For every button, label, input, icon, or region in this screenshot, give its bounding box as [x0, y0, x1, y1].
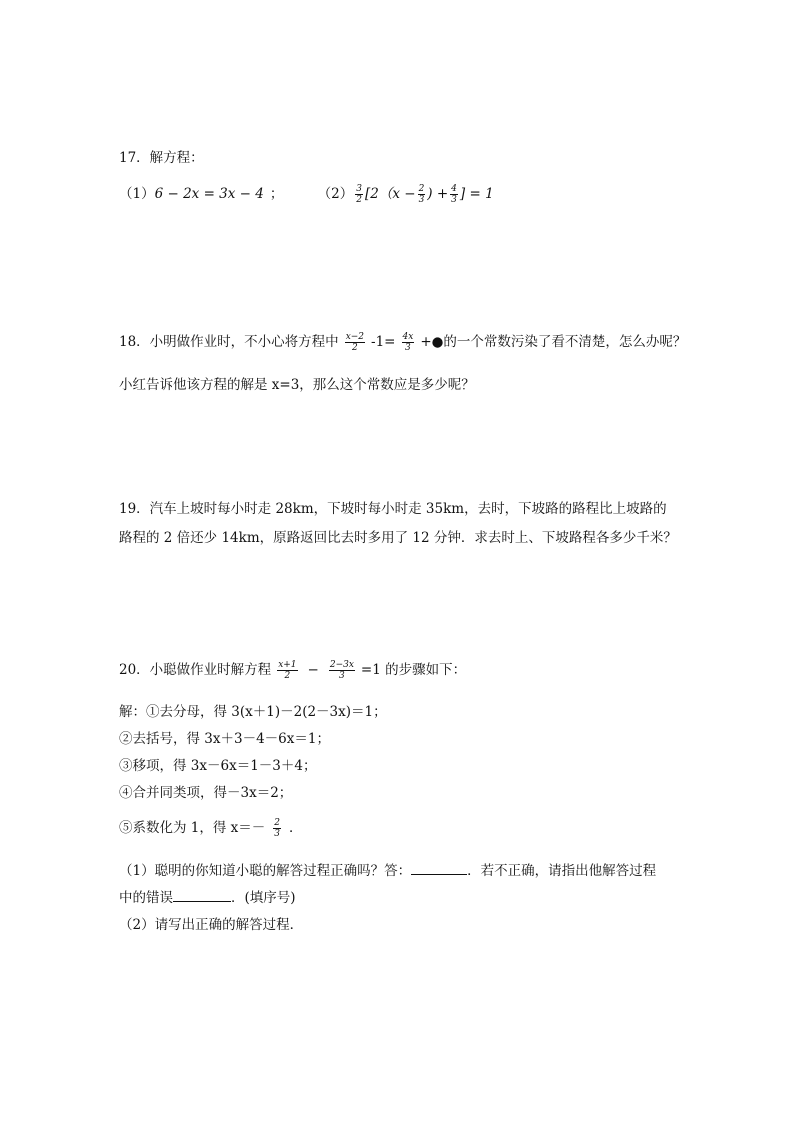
q20-step5-frac: $\frac{2}{3}$ — [274, 818, 281, 839]
q20-sub1-line2 — [119, 886, 296, 906]
q18-frac1: $\frac{x-2}{2}$ — [345, 332, 365, 353]
q18-pre: 18．小明做作业时，不小心将方程中 — [119, 334, 339, 350]
q20-frac2: $\frac{2-3x}{3}$ — [329, 660, 354, 681]
q18-post: +●的一个常数污染了看不清楚，怎么办呢？ — [420, 334, 687, 350]
q17-part1-equation: 6 − 2x = 3x − 4 — [154, 186, 264, 202]
q20-minus: − — [307, 662, 319, 678]
q18-line1 — [119, 330, 686, 353]
q20-sub2: （2）请写出正确的解答过程． — [119, 917, 304, 933]
q20-sub1-error-label: 中的错误 — [119, 890, 173, 906]
q17-part1-label: （1） — [119, 186, 155, 202]
q17-part2-frac1: $\frac{3}{2}$ — [356, 184, 362, 205]
q17-part2-frac3: $\frac{4}{3}$ — [451, 184, 457, 205]
q20-sub1-question: （1）聪明的你知道小聪的解答过程正确吗？答： — [119, 863, 412, 879]
q19-line1: 19．汽车上坡时每小时走 28km，下坡时每小时走 35km，去时，下坡路的路程比上坡路的 — [119, 501, 667, 517]
answer-blank-error-steps[interactable] — [173, 889, 231, 902]
q17-part2-frac2: $\frac{2}{3}$ — [418, 184, 425, 205]
q20-step4: ④合并同类项，得－3x＝2； — [119, 785, 293, 801]
q20-step5 — [119, 816, 303, 839]
q17-parts — [119, 182, 494, 205]
q20-intro — [119, 658, 466, 681]
q20-step3: ③移项，得 3x－6x＝1－3＋4； — [119, 758, 317, 774]
q20-post: =1 的步骤如下： — [360, 662, 467, 678]
answer-blank-correct[interactable] — [411, 862, 467, 875]
q19-line2: 路程的 2 倍还少 14km，原路返回比去时多用了 12 分钟．求去时上、下坡路程各多少千米？ — [119, 530, 677, 546]
q20-pre: 20．小聪做作业时解方程 — [119, 662, 272, 678]
q17-part2-end: ] = 1 — [459, 186, 494, 202]
q17-part2-mid2: ) + — [427, 186, 449, 202]
q17-part2-mid1: [2（x − — [364, 186, 416, 202]
q20-sub1-continue: ．若不正确，请指出他解答过程 — [467, 863, 657, 879]
q18-frac2: $\frac{4x}{3}$ — [402, 332, 414, 353]
q17-part2-label: （2） — [317, 186, 354, 202]
q17-heading: 17．解方程： — [119, 150, 204, 166]
q20-frac1: $\frac{x+1}{2}$ — [278, 660, 297, 681]
q20-sub1-line1 — [119, 859, 656, 879]
q17-part1-end: ； — [269, 186, 284, 202]
q20-step5-post: ． — [289, 820, 303, 836]
q20-step2: ②去括号，得 3x＋3－4－6x＝1； — [119, 731, 330, 747]
q20-sub1-note: ．(填序号) — [231, 890, 296, 906]
q20-step5-pre: ⑤系数化为 1，得 x＝－ — [119, 820, 266, 836]
q18-line2: 小红告诉他该方程的解是 x=3，那么这个常数应是多少呢？ — [119, 377, 475, 393]
q20-step1: 解：①去分母，得 3(x＋1)－2(2－3x)＝1； — [119, 704, 387, 720]
q18-mid: -1= — [371, 334, 396, 350]
